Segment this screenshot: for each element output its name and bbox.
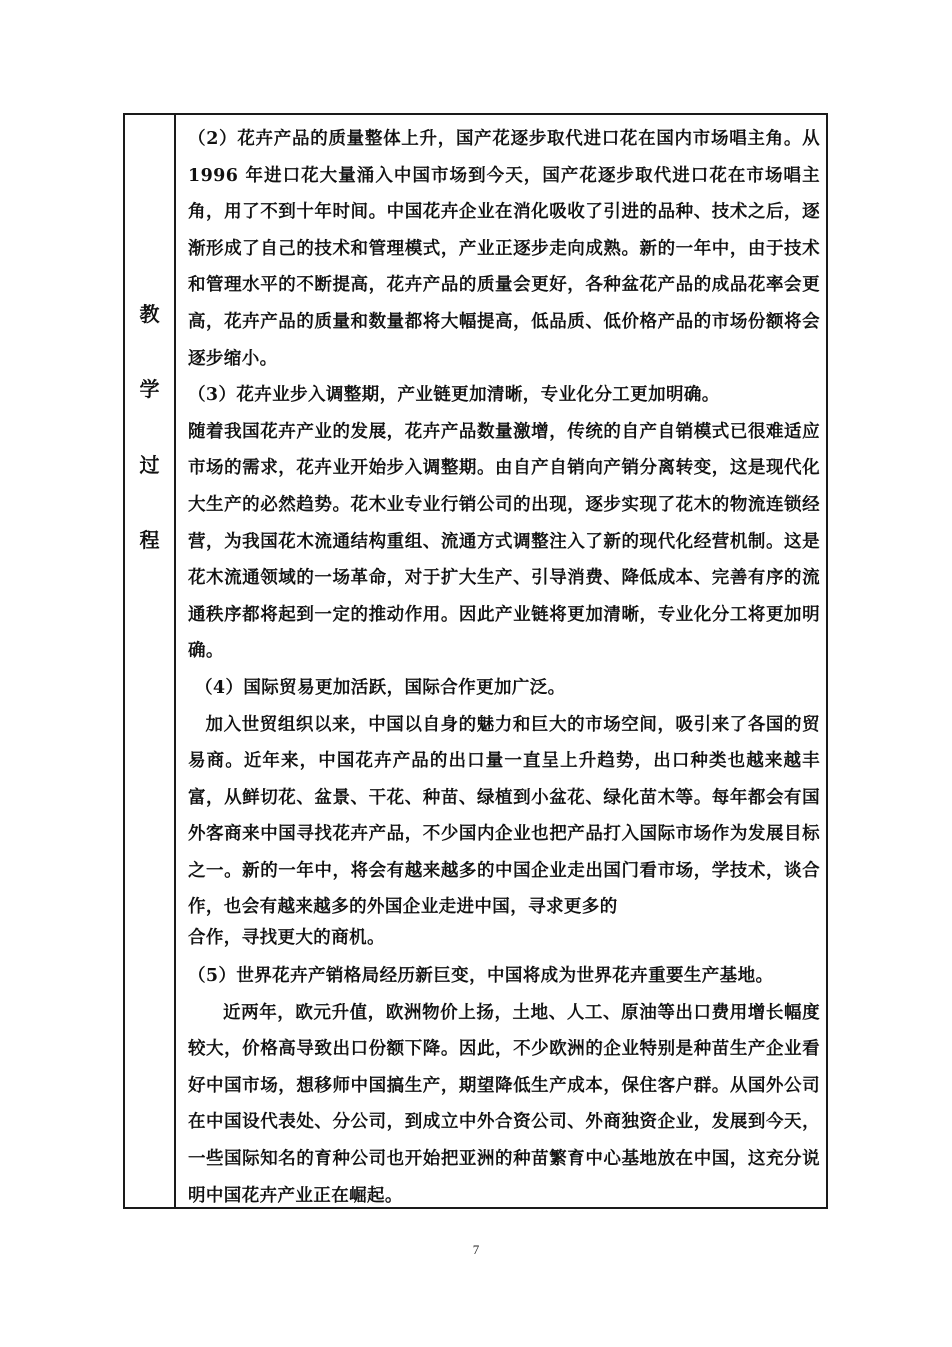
side-label-char: 教 <box>139 302 160 326</box>
side-label-char: 过 <box>139 453 160 477</box>
paragraph-quality: （2）花卉产品的质量整体上升，国产花逐步取代进口花在国内市场唱主角。从 1996 年进口花大量涌入中国市场到今天，国产花逐步取代进口花在市场唱主角，用了不到十年时间。中国花卉企业在消化吸收了引进的品种、技术之后，逐渐形成了自己的技术和管理模式，产业正逐步走向成熟。新的一年中，由于技术和管理水平的不断提高，花卉产品的质量会更好，各种盆花产品的成品花率会更高，花卉产品的质量和数量都将大幅提高，低品质、低价格产品的市场份额将会逐步缩小。 <box>188 129 820 369</box>
content-column <box>176 115 826 1207</box>
paragraph-trade-continued: 合作，寻找更大的商机。 <box>188 928 385 949</box>
heading-trade: （4）国际贸易更加活跃，国际合作更加广泛。 <box>195 677 566 698</box>
page-number: 7 <box>472 1242 480 1257</box>
heading-adjustment: （3）花卉业步入调整期，产业链更加清晰，专业化分工更加明确。 <box>188 385 720 406</box>
lesson-table <box>123 113 828 1209</box>
paragraph-global-pattern: 近两年，欧元升值，欧洲物价上扬，土地、人工、原油等出口费用增长幅度较大，价格高导致出口份额下降。因此，不少欧洲的企业特别是种苗生产企业看好中国市场，想移师中国搞生产，期望降低生产成本，保住客户群。从国外公司在中国设代表处、分公司，到成立中外合资公司、外商独资企业，发展到今天，一些国际知名的育种公司也开始把亚洲的种苗繁育中心基地放在中国，这充分说明中国花卉产业正在崛起。 <box>188 1002 820 1206</box>
side-label-char: 学 <box>139 377 160 401</box>
paragraph-trade: 加入世贸组织以来，中国以自身的魅力和巨大的市场空间，吸引来了各国的贸易商。近年来，中国花卉产品的出口量一直呈上升趋势，出口种类也越来越丰富，从鲜切花、盆景、干花、种苗、绿植到小盆花、绿化苗木等。每年都会有国外客商来中国寻找花卉产品，不少国内企业也把产品打入国际市场作为发展目标之一。新的一年中，将会有越来越多的中国企业走出国门看市场，学技术，谈合作，也会有越来越多的外国企业走进中国，寻求更多的 <box>188 714 820 918</box>
side-label-char: 程 <box>139 528 160 552</box>
side-label-column <box>125 115 176 1207</box>
paragraph-adjustment: 随着我国花卉产业的发展，花卉产品数量激增，传统的自产自销模式已很难适应市场的需求，花卉业开始步入调整期。由自产自销向产销分离转变，这是现代化大生产的必然趋势。花木业专业行销公司的出现，逐步实现了花木的物流连锁经营，为我国花木流通结构重组、流通方式调整注入了新的现代化经营机制。这是花木流通领域的一场革命，对于扩大生产、引导消费、降低成本、完善有序的流通秩序都将起到一定的推动作用。因此产业链将更加清晰，专业化分工将更加明确。 <box>188 421 820 662</box>
heading-global-pattern: （5）世界花卉产销格局经历新巨变，中国将成为世界花卉重要生产基地。 <box>188 966 774 987</box>
